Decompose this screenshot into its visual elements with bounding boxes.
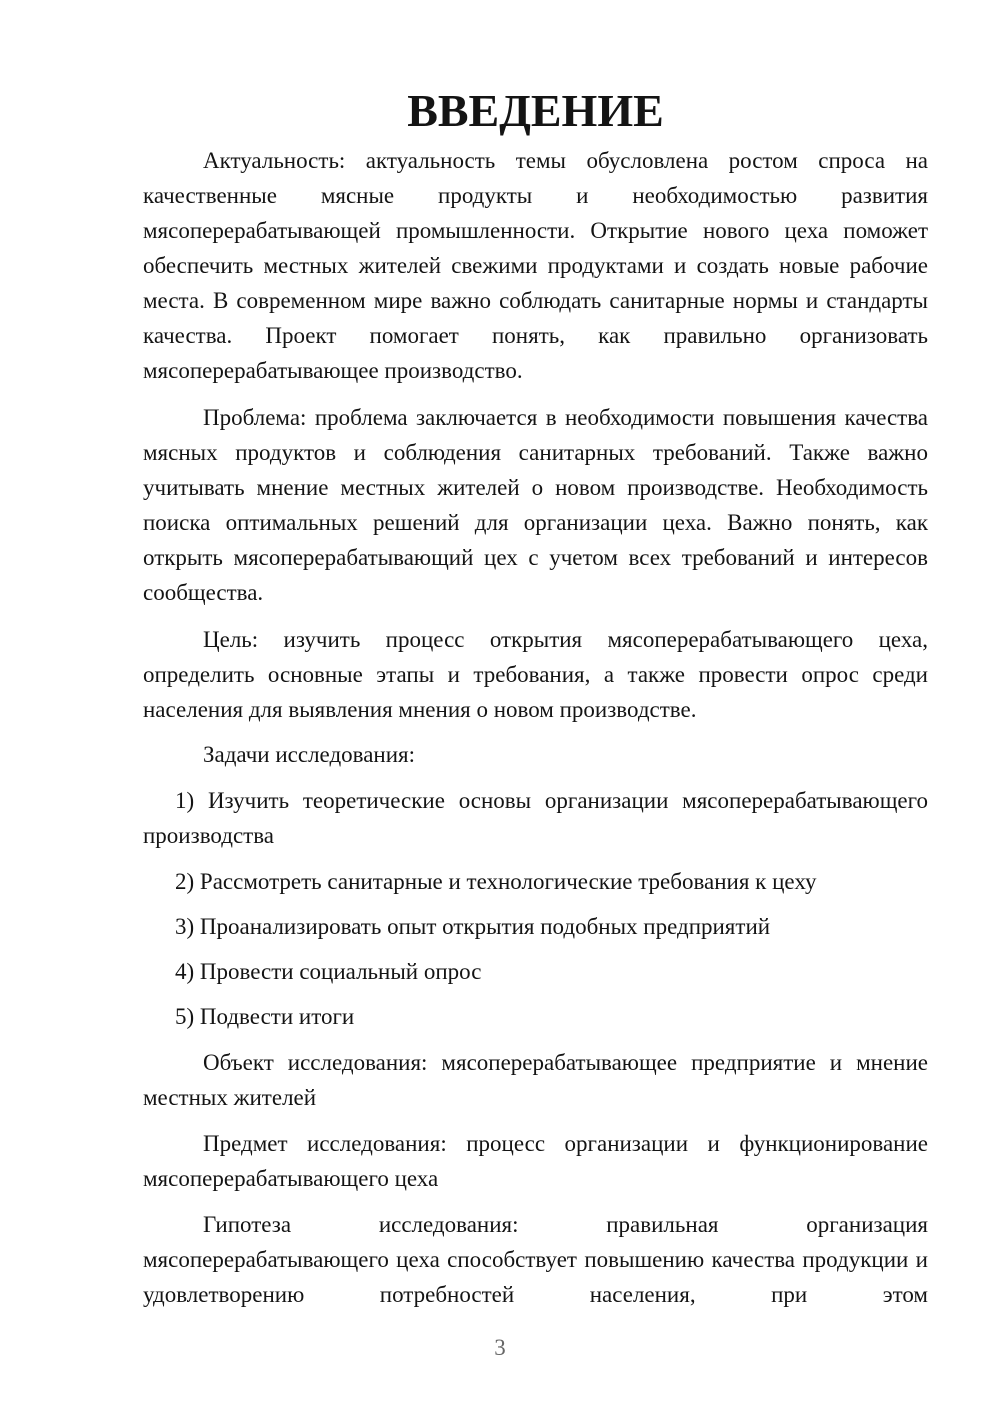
paragraph-object: Объект исследования: мясоперерабатывающее предприятие и мнение местных жителей	[143, 1050, 928, 1110]
paragraph-goal: Цель: изучить процесс открытия мясоперерабатывающего цеха, определить основные этапы и требования, а также провести опрос среди населения для выявления мнения о новом производстве.	[143, 627, 928, 722]
task-item-4: 4) Провести социальный опрос	[175, 959, 482, 984]
paragraph-problem: Проблема: проблема заключается в необходимости повышения качества мясных продуктов и соблюдения санитарных требований. Также важно учитывать мнение местных жителей о новом производстве. Необходимость поиска оптимальных решений для организации цеха. Важно понять, как открыть мясоперерабатывающий цех с учетом всех требований и интересов сообщества.	[143, 405, 928, 605]
section-heading: ВВЕДЕНИЕ	[407, 85, 664, 136]
task-item-1: 1) Изучить теоретические основы организации мясоперерабатывающего производства	[143, 788, 928, 848]
task-item-3: 3) Проанализировать опыт открытия подобных предприятий	[175, 914, 771, 939]
paragraph-hypothesis: Гипотеза исследования: правильная организация мясоперерабатывающего цеха способствует повышению качества продукции и удовлетворению потребностей населения, при этом	[143, 1212, 928, 1307]
task-item-5: 5) Подвести итоги	[175, 1004, 355, 1029]
tasks-heading: Задачи исследования:	[203, 742, 416, 767]
paragraph-subject: Предмет исследования: процесс организации и функционирование мясоперерабатывающего цеха	[143, 1131, 928, 1191]
paragraph-relevance: Актуальность: актуальность темы обусловлена ростом спроса на качественные мясные продукты и необходимостью развития мясоперерабатывающей промышленности. Открытие нового цеха поможет обеспечить местных жителей свежими продуктами и создать новые рабочие места. В современном мире важно соблюдать санитарные нормы и стандарты качества. Проект помогает понять, как правильно организовать мясоперерабатывающее производство.	[143, 148, 928, 383]
task-item-2: 2) Рассмотреть санитарные и технологические требования к цеху	[175, 869, 817, 894]
page-number: 3	[494, 1335, 506, 1360]
